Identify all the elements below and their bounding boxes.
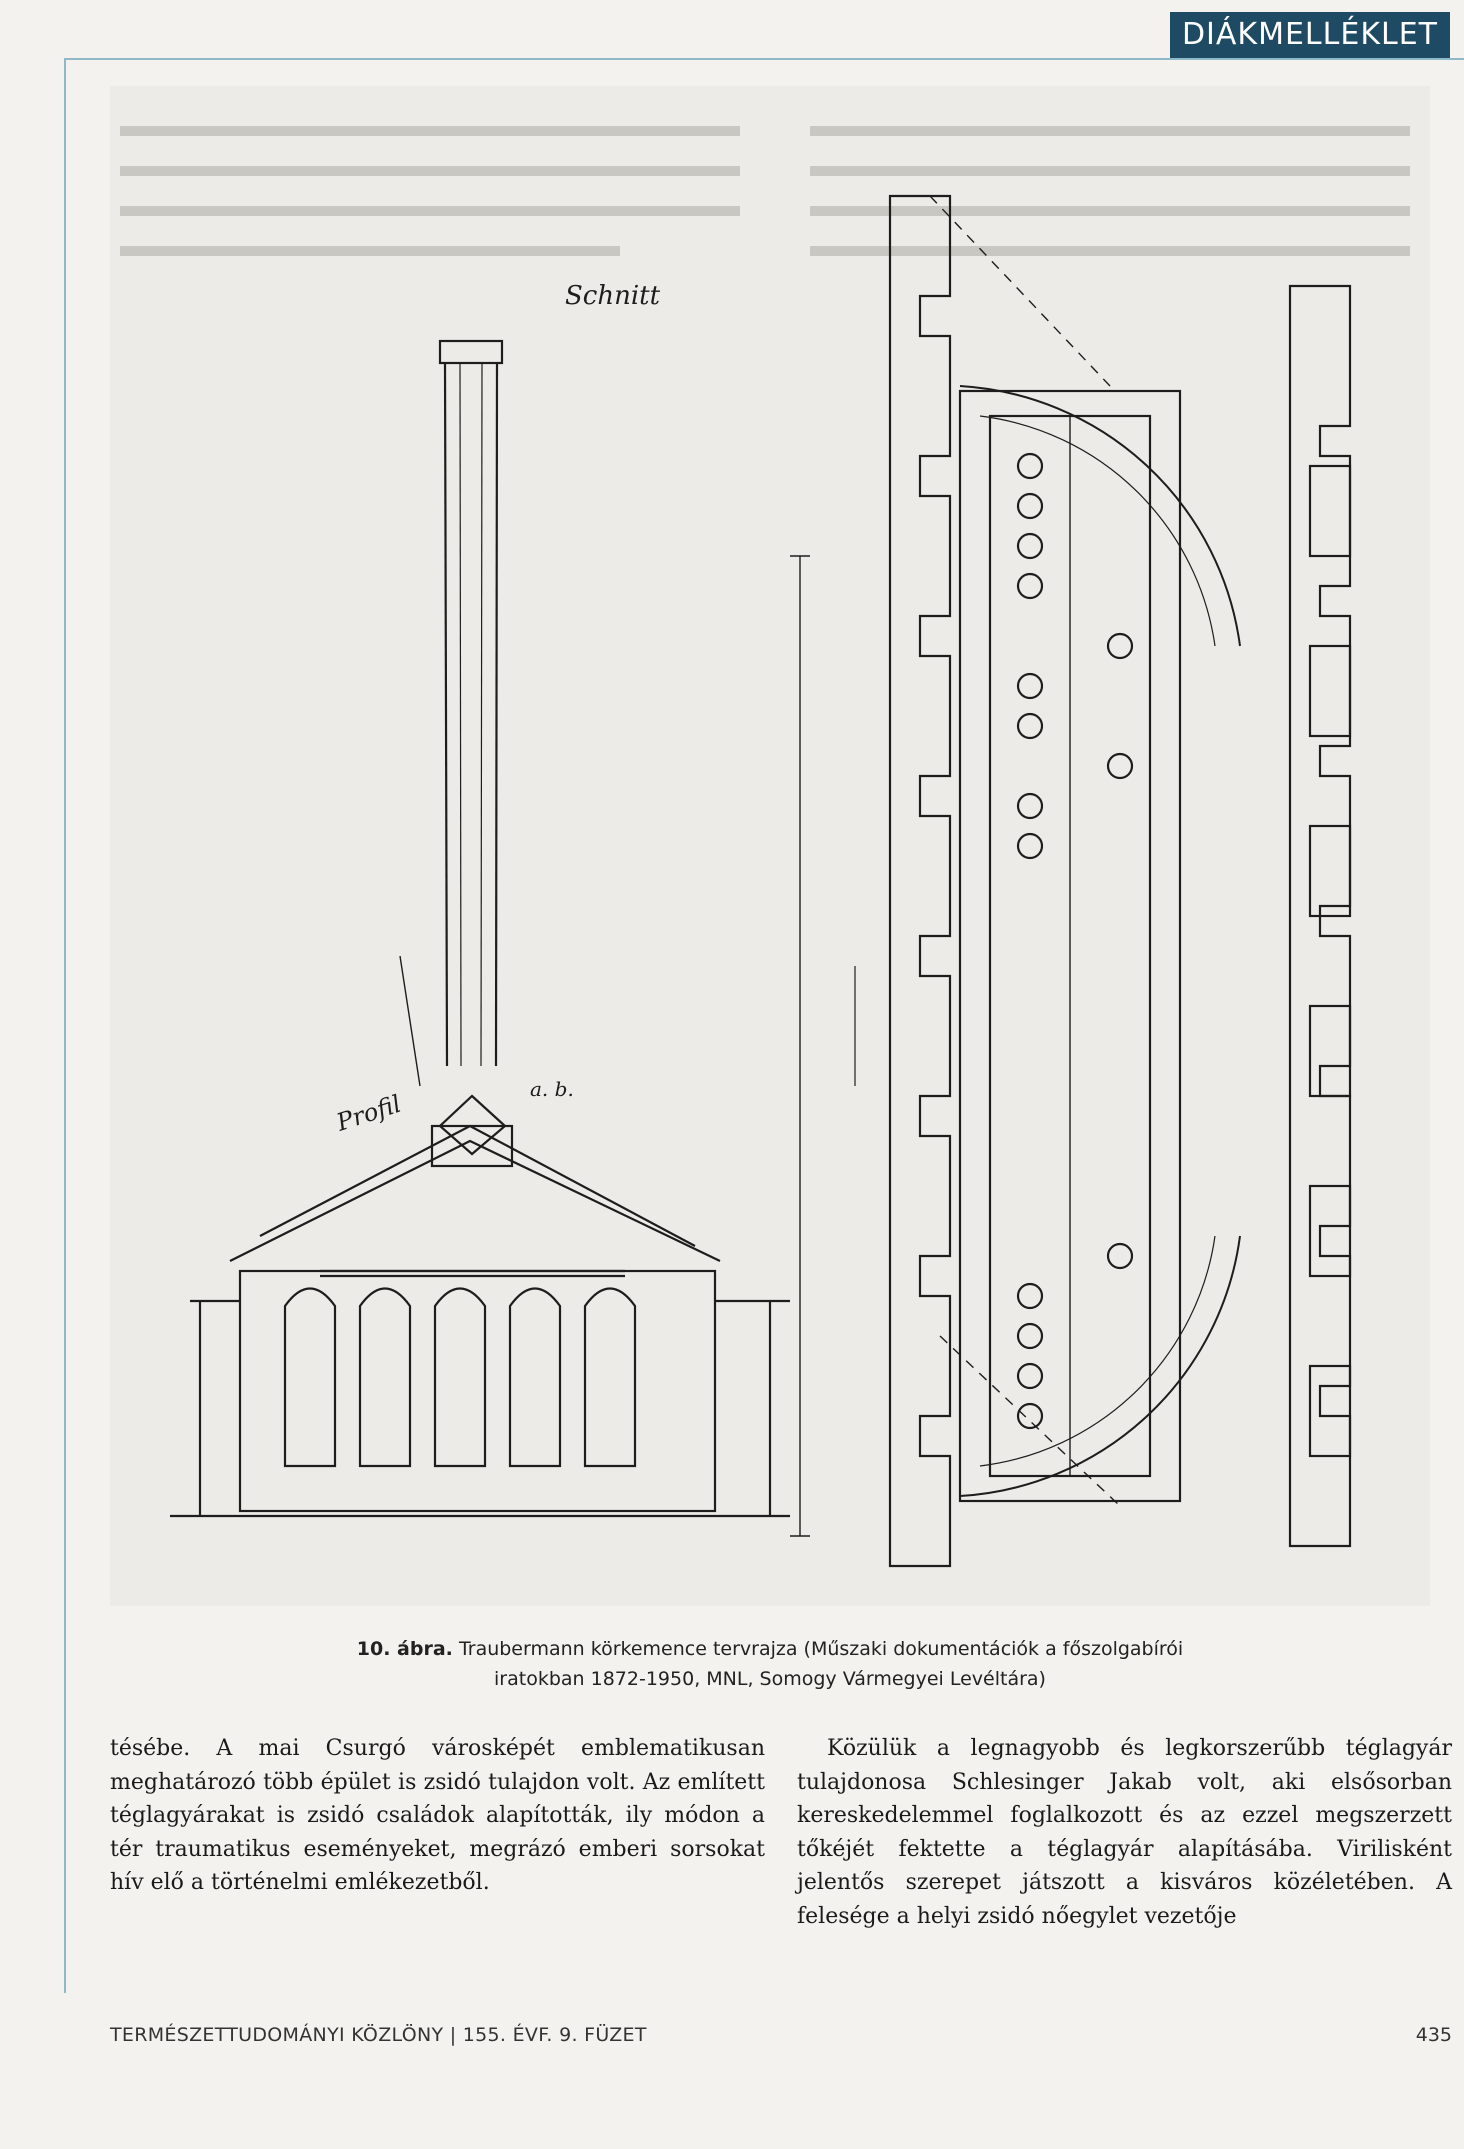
label-schnitt: Schnitt [565,281,661,311]
journal-name: TERMÉSZETTUDOMÁNYI KÖZLÖNY | 155. ÉVF. 9. FÜZET [110,2024,647,2046]
left-column [110,1732,765,1900]
caption-text-2: iratokban 1872-1950, MNL, Somogy Vármegyei Levéltára) [494,1668,1046,1690]
section-tag: DIÁKMELLÉKLET [1170,12,1450,58]
right-column [797,1732,1452,1933]
kiln-blueprint-drawing [110,86,1430,1606]
right-paragraph: Közülük a legnagyobb és legkorszerűbb téglagyár tulajdonosa Schlesinger Jakab volt, aki elsősorban kereskedelemmel foglalkozott és az ezzel megszerzett tőkéjét fektette a téglagyár alapításába. Virilisként jelentős szerepet játszott a kisváros közéletében. A felesége a helyi zsidó nőegylet vezetője [797,1736,1452,1929]
page-number: 435 [1415,2024,1452,2046]
label-profil: Profil [333,1089,405,1137]
kiln-blueprint-figure [110,86,1430,1606]
caption-text: Traubermann körkemence tervrajza (Műszaki dokumentációk a főszolgabírói [458,1638,1184,1660]
left-paragraph: tésébe. A mai Csurgó városképét emblematikusan meghatározó több épület is zsidó tulajdon volt. Az említett téglagyárakat is zsidó családok alapították, ily módon a tér traumatikus eseményeket, megrázó emberi sorsokat hív elő a történelmi emlékezetből. [110,1736,765,1895]
caption-number: 10. ábra. [356,1638,453,1660]
figure-caption [110,1634,1430,1694]
label-ab: a. b. [530,1077,574,1101]
